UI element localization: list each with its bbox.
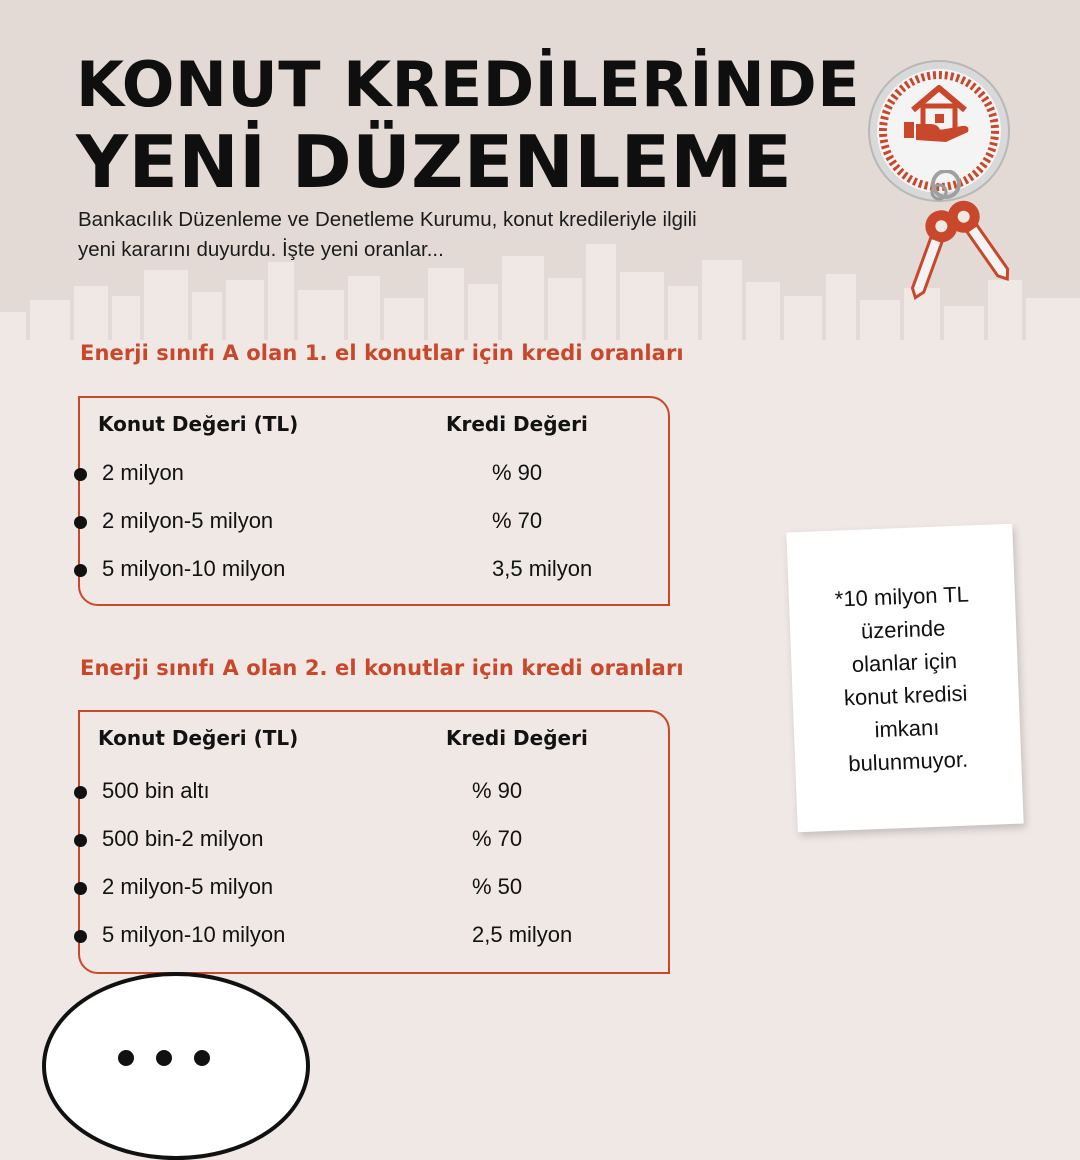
home-value-cell: 5 milyon-10 milyon bbox=[102, 556, 286, 581]
credit-value-cell: % 90 bbox=[472, 778, 523, 803]
bullet-dot bbox=[74, 930, 87, 943]
credit-value-cell: 3,5 milyon bbox=[492, 556, 593, 581]
column-header-home-value: Konut Değeri (TL) bbox=[98, 726, 299, 750]
section-2-heading: Enerji sınıfı A olan 2. el konutlar için kredi oranları bbox=[80, 656, 684, 680]
credit-value-cell: % 70 bbox=[492, 508, 543, 533]
home-value-cell: 2 milyon-5 milyon bbox=[102, 508, 274, 533]
column-header-home-value: Konut Değeri (TL) bbox=[98, 412, 299, 436]
speech-bubble-icon bbox=[42, 972, 310, 1160]
note-text bbox=[788, 576, 1021, 783]
credit-value-cell: % 50 bbox=[472, 874, 523, 899]
bullet-dot bbox=[74, 882, 87, 895]
bullet-dot bbox=[74, 516, 87, 529]
table-row bbox=[80, 460, 668, 490]
table-row bbox=[80, 874, 668, 904]
bullet-dot bbox=[74, 834, 87, 847]
bullet-dot bbox=[74, 468, 87, 481]
note-line: konut kredisi bbox=[843, 680, 968, 711]
title-line-2: YENİ DÜZENLEME bbox=[76, 120, 793, 204]
home-value-cell: 500 bin altı bbox=[102, 778, 210, 803]
bullet-dot bbox=[74, 564, 87, 577]
ellipsis-dot bbox=[194, 1050, 210, 1066]
table-row bbox=[80, 922, 668, 952]
note-line: olanlar için bbox=[851, 648, 958, 678]
subtitle-line-2: yeni kararını duyurdu. İşte yeni oranlar... bbox=[78, 238, 444, 261]
table-row bbox=[80, 826, 668, 856]
table-first-hand bbox=[78, 396, 670, 606]
home-value-cell: 5 milyon-10 milyon bbox=[102, 922, 286, 947]
note-line: *10 milyon TL bbox=[834, 581, 970, 612]
credit-value-cell: % 90 bbox=[492, 460, 543, 485]
home-value-cell: 2 milyon-5 milyon bbox=[102, 874, 274, 899]
title-line-1: KONUT KREDİLERİNDE bbox=[76, 48, 861, 121]
keys-icon bbox=[900, 170, 1020, 310]
note-card bbox=[786, 524, 1023, 832]
note-line: bulunmuyor. bbox=[847, 746, 969, 777]
subtitle bbox=[78, 205, 898, 265]
section-1-heading: Enerji sınıfı A olan 1. el konutlar için kredi oranları bbox=[80, 341, 684, 365]
table-second-hand bbox=[78, 710, 670, 974]
ellipsis-dot bbox=[156, 1050, 172, 1066]
credit-value-cell: 2,5 milyon bbox=[472, 922, 573, 947]
table-row bbox=[80, 508, 668, 538]
note-line: üzerinde bbox=[860, 615, 946, 644]
home-value-cell: 500 bin-2 milyon bbox=[102, 826, 264, 851]
home-value-cell: 2 milyon bbox=[102, 460, 184, 485]
table-row bbox=[80, 778, 668, 808]
column-header-credit-value: Kredi Değeri bbox=[446, 726, 588, 750]
note-line: imkanı bbox=[874, 714, 940, 743]
credit-value-cell: % 70 bbox=[472, 826, 523, 851]
column-header-credit-value: Kredi Değeri bbox=[446, 412, 588, 436]
subtitle-line-1: Bankacılık Düzenleme ve Denetleme Kurumu, konut kredileriyle ilgili bbox=[78, 208, 697, 231]
page-title bbox=[76, 48, 860, 202]
bullet-dot bbox=[74, 786, 87, 799]
ellipsis-dot bbox=[118, 1050, 134, 1066]
table-row bbox=[80, 556, 668, 586]
